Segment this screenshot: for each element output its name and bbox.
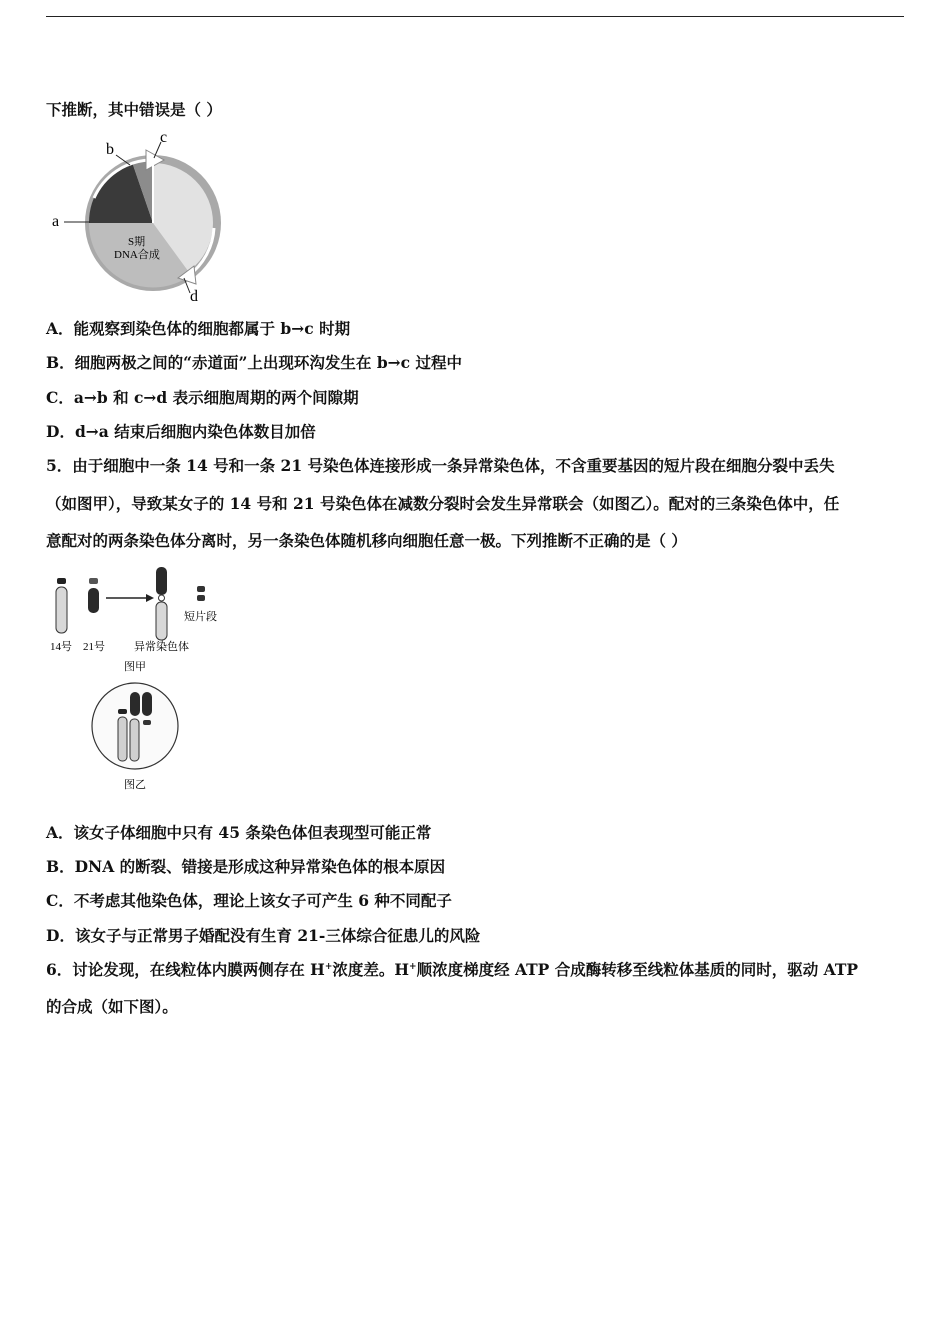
abnormal-chr-centromere: [159, 595, 165, 601]
q5-stem-line1: 5．由于细胞中一条 14 号和一条 21 号染色体连接形成一条异常染色体，不含重要基因的短片段在细胞分裂中丢失: [46, 456, 835, 475]
q5-option-b: B．DNA 的断裂、错接是形成这种异常染色体的根本原因: [46, 857, 446, 876]
fragment-bottom: [197, 595, 205, 601]
yi-chr21-body: [142, 692, 152, 716]
center-label-1: S期: [128, 236, 146, 248]
q6-sup-1: +: [324, 961, 333, 972]
q4-option-c: C．a→b 和 c→d 表示细胞周期的两个间隙期: [46, 388, 359, 407]
q5-option-c: C．不考虑其他染色体，理论上该女子可产生 6 种不同配子: [46, 891, 452, 910]
caption-jia: 图甲: [124, 661, 146, 673]
label-c: c: [160, 129, 168, 146]
cell-cycle-diagram: [46, 128, 231, 306]
q5-stem-line2: （如图甲），导致某女子的 14 号和 21 号染色体在减数分裂时会发生异常联会（如图乙）。配对的三条染色体中，任: [46, 494, 840, 513]
label-b: b: [106, 141, 114, 158]
label-d: d: [190, 288, 198, 305]
fusion-arrow-head: [146, 594, 154, 602]
yi-abnormal-bottom: [130, 719, 139, 761]
yi-chr21-cap: [143, 720, 151, 725]
q6-stem-b: 浓度差。H: [332, 960, 410, 979]
q6-stem-c: 顺浓度梯度经 ATP 合成酶转移至线粒体基质的同时，驱动 ATP: [416, 960, 859, 979]
chromosome-diagram: [46, 562, 236, 794]
q5-option-d: D．该女子与正常男子婚配没有生育 21-三体综合征患儿的风险: [46, 926, 481, 945]
caption-yi: 图乙: [124, 779, 146, 791]
q5-stem-line3: 意配对的两条染色体分离时，另一条染色体随机移向细胞任意一极。下列推断不正确的是（ ）: [46, 531, 687, 550]
chr21-cap: [89, 578, 98, 584]
label-21: 21号: [83, 641, 105, 653]
chr14-body: [56, 587, 67, 633]
center-label-2: DNA合成: [114, 249, 160, 261]
yi-chr14-cap: [118, 709, 127, 714]
q6-stem-line1: [46, 960, 858, 980]
chr21-body: [88, 588, 99, 613]
q6-stem-line2: 的合成（如下图）。: [46, 997, 178, 1016]
header-rule: [46, 16, 904, 17]
q6-stem-a: 6．讨论发现，在线粒体内膜两侧存在 H: [46, 960, 325, 979]
label-fragment: 短片段: [184, 611, 217, 623]
chr14-cap: [57, 578, 66, 584]
yi-chr14-body: [118, 717, 127, 761]
q6-sup-2: +: [409, 961, 417, 972]
abnormal-chr-bottom: [156, 602, 167, 640]
yi-abnormal-top: [130, 692, 140, 716]
fragment-top: [197, 586, 205, 592]
q4-option-a: A．能观察到染色体的细胞都属于 b→c 时期: [46, 319, 351, 338]
q4-stem-tail: 下推断，其中错误是（ ）: [46, 100, 222, 119]
abnormal-chr-top: [156, 567, 167, 595]
q4-option-b: B．细胞两极之间的“赤道面”上出现环沟发生在 b→c 过程中: [46, 353, 462, 372]
label-abnormal: 异常染色体: [134, 641, 189, 653]
q5-option-a: A．该女子体细胞中只有 45 条染色体但表现型可能正常: [46, 823, 432, 842]
label-14: 14号: [50, 641, 72, 653]
label-a: a: [52, 213, 60, 230]
q4-option-d: D．d→a 结束后细胞内染色体数目加倍: [46, 422, 316, 441]
